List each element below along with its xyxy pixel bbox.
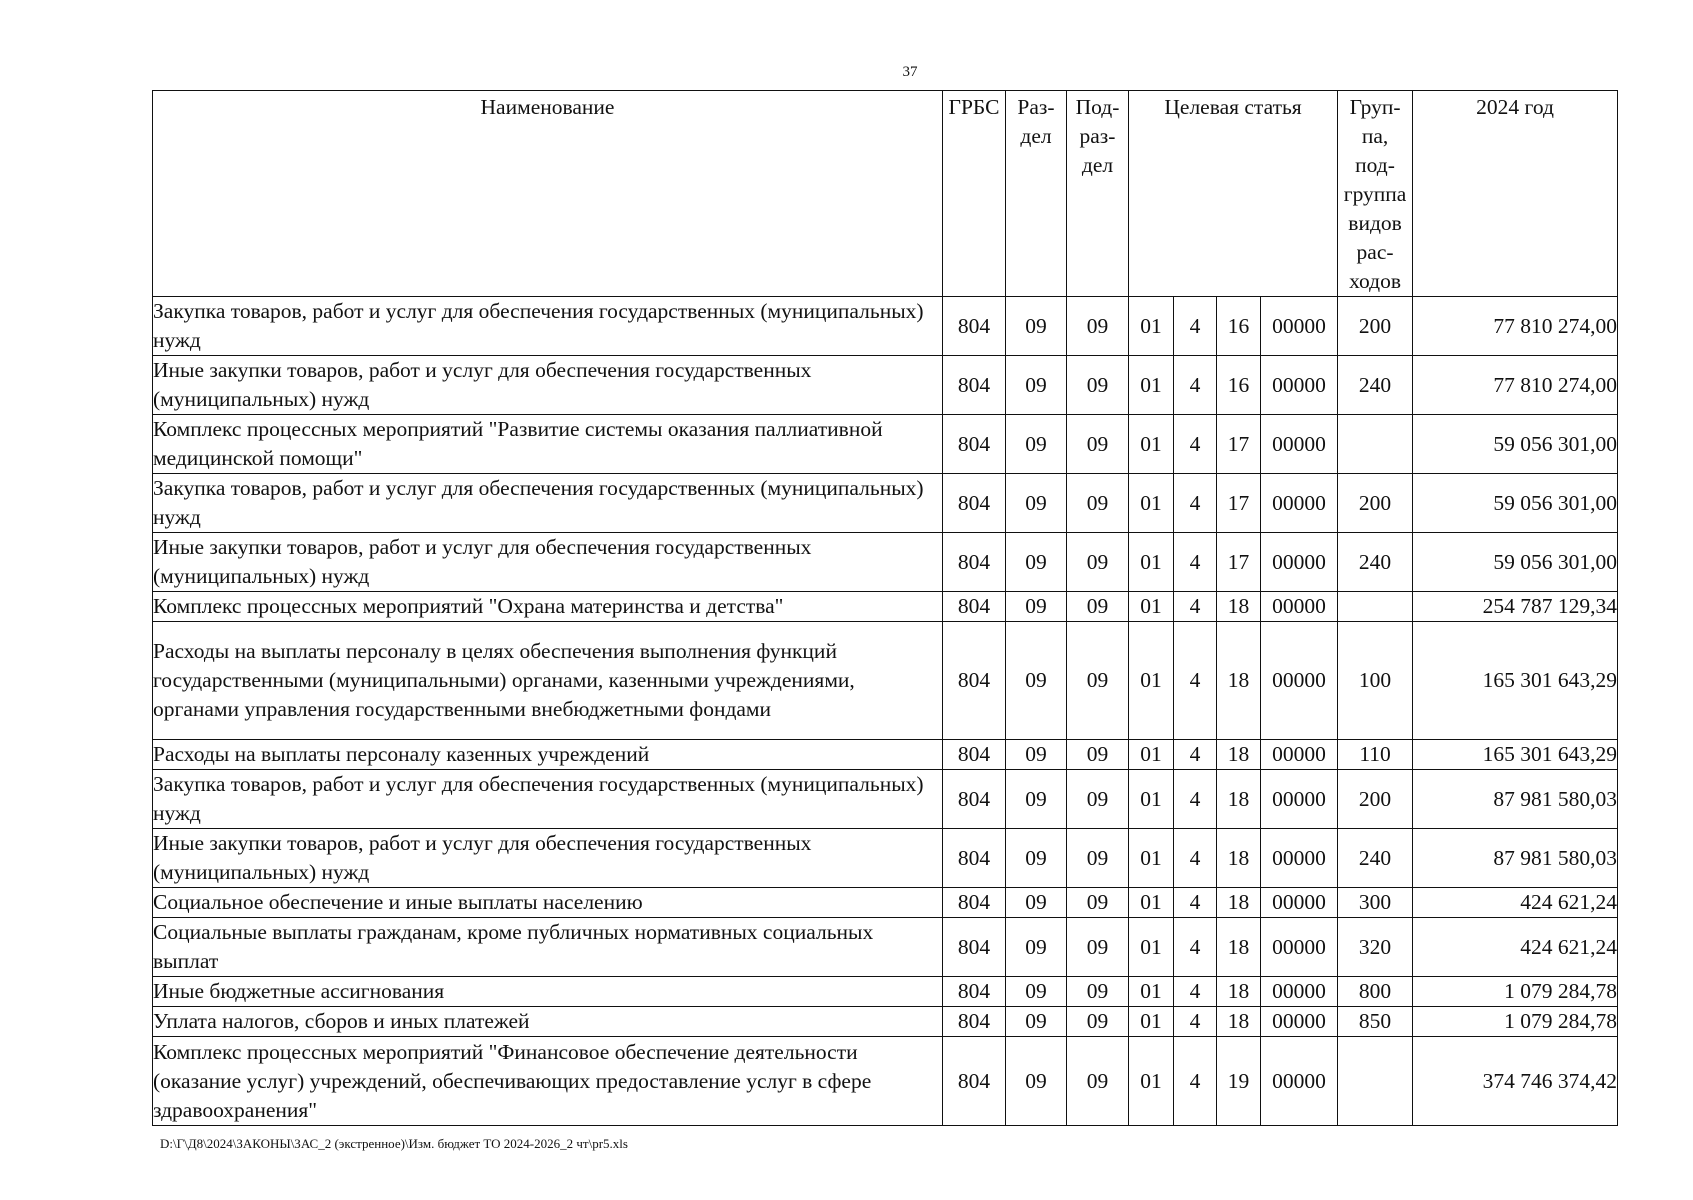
row-target-type: 4 bbox=[1174, 888, 1217, 918]
row-expense-group: 100 bbox=[1338, 622, 1413, 740]
table-header bbox=[153, 91, 1618, 297]
row-expense-group: 800 bbox=[1338, 977, 1413, 1007]
row-target-program: 01 bbox=[1129, 533, 1174, 592]
row-razdel: 09 bbox=[1006, 770, 1067, 829]
row-target-type: 4 bbox=[1174, 829, 1217, 888]
row-name: Закупка товаров, работ и услуг для обеспечения государственных (муниципальных) нужд bbox=[153, 297, 943, 356]
row-target-type: 4 bbox=[1174, 740, 1217, 770]
row-target-program: 01 bbox=[1129, 1037, 1174, 1126]
table-row bbox=[153, 474, 1618, 533]
row-razdel: 09 bbox=[1006, 977, 1067, 1007]
row-target-direction: 00000 bbox=[1261, 474, 1338, 533]
row-expense-group: 200 bbox=[1338, 297, 1413, 356]
row-podrazdel: 09 bbox=[1067, 1007, 1129, 1037]
row-target-type: 4 bbox=[1174, 918, 1217, 977]
table-row bbox=[153, 356, 1618, 415]
row-grbs: 804 bbox=[943, 740, 1006, 770]
row-amount: 374 746 374,42 bbox=[1413, 1037, 1618, 1126]
row-target-program: 01 bbox=[1129, 770, 1174, 829]
row-target-complex: 16 bbox=[1217, 356, 1261, 415]
row-amount: 87 981 580,03 bbox=[1413, 829, 1618, 888]
row-target-type: 4 bbox=[1174, 1037, 1217, 1126]
row-podrazdel: 09 bbox=[1067, 1037, 1129, 1126]
header-group-line: под- bbox=[1355, 153, 1395, 177]
row-grbs: 804 bbox=[943, 533, 1006, 592]
row-target-direction: 00000 bbox=[1261, 297, 1338, 356]
row-target-direction: 00000 bbox=[1261, 415, 1338, 474]
row-amount: 1 079 284,78 bbox=[1413, 977, 1618, 1007]
row-grbs: 804 bbox=[943, 474, 1006, 533]
row-razdel: 09 bbox=[1006, 297, 1067, 356]
row-razdel: 09 bbox=[1006, 740, 1067, 770]
row-target-complex: 16 bbox=[1217, 297, 1261, 356]
row-expense-group bbox=[1338, 415, 1413, 474]
row-target-complex: 18 bbox=[1217, 770, 1261, 829]
row-razdel: 09 bbox=[1006, 356, 1067, 415]
row-grbs: 804 bbox=[943, 888, 1006, 918]
row-target-direction: 00000 bbox=[1261, 977, 1338, 1007]
row-razdel: 09 bbox=[1006, 474, 1067, 533]
row-name: Комплекс процессных мероприятий "Охрана материнства и детства" bbox=[153, 592, 943, 622]
row-name: Социальные выплаты гражданам, кроме публичных нормативных социальных выплат bbox=[153, 918, 943, 977]
header-group-line: ходов bbox=[1349, 269, 1401, 293]
row-podrazdel: 09 bbox=[1067, 740, 1129, 770]
row-target-program: 01 bbox=[1129, 356, 1174, 415]
row-expense-group: 850 bbox=[1338, 1007, 1413, 1037]
row-amount: 1 079 284,78 bbox=[1413, 1007, 1618, 1037]
row-razdel: 09 bbox=[1006, 1007, 1067, 1037]
row-expense-group: 240 bbox=[1338, 829, 1413, 888]
file-path-footer: D:\Г\Д8\2024\ЗАКОНЫ\ЗАС_2 (экстренное)\Изм. бюджет ТО 2024-2026_2 чт\pr5.xls bbox=[160, 1136, 628, 1151]
table-row bbox=[153, 297, 1618, 356]
row-target-program: 01 bbox=[1129, 622, 1174, 740]
row-target-direction: 00000 bbox=[1261, 888, 1338, 918]
header-group-line: группа bbox=[1343, 182, 1407, 206]
row-grbs: 804 bbox=[943, 918, 1006, 977]
row-grbs: 804 bbox=[943, 592, 1006, 622]
row-target-complex: 18 bbox=[1217, 622, 1261, 740]
row-target-complex: 18 bbox=[1217, 918, 1261, 977]
row-target-direction: 00000 bbox=[1261, 918, 1338, 977]
row-amount: 59 056 301,00 bbox=[1413, 415, 1618, 474]
row-amount: 59 056 301,00 bbox=[1413, 533, 1618, 592]
row-razdel: 09 bbox=[1006, 1037, 1067, 1126]
row-expense-group: 200 bbox=[1338, 474, 1413, 533]
header-razdel-line: дел bbox=[1020, 124, 1052, 148]
header-razdel-line: Раз- bbox=[1017, 95, 1055, 119]
row-expense-group: 110 bbox=[1338, 740, 1413, 770]
row-target-program: 01 bbox=[1129, 592, 1174, 622]
table-row bbox=[153, 770, 1618, 829]
row-amount: 254 787 129,34 bbox=[1413, 592, 1618, 622]
row-target-complex: 18 bbox=[1217, 888, 1261, 918]
row-target-program: 01 bbox=[1129, 474, 1174, 533]
row-grbs: 804 bbox=[943, 297, 1006, 356]
row-amount: 87 981 580,03 bbox=[1413, 770, 1618, 829]
table-row bbox=[153, 415, 1618, 474]
budget-table bbox=[152, 90, 1618, 1126]
row-podrazdel: 09 bbox=[1067, 415, 1129, 474]
row-podrazdel: 09 bbox=[1067, 297, 1129, 356]
row-grbs: 804 bbox=[943, 1037, 1006, 1126]
header-group-line: Груп- bbox=[1349, 95, 1401, 119]
row-target-complex: 18 bbox=[1217, 592, 1261, 622]
row-grbs: 804 bbox=[943, 415, 1006, 474]
row-name: Иные закупки товаров, работ и услуг для обеспечения государственных (муниципальных) нужд bbox=[153, 533, 943, 592]
row-name: Социальное обеспечение и иные выплаты населению bbox=[153, 888, 943, 918]
row-razdel: 09 bbox=[1006, 918, 1067, 977]
row-target-program: 01 bbox=[1129, 415, 1174, 474]
row-amount: 424 621,24 bbox=[1413, 888, 1618, 918]
row-name: Закупка товаров, работ и услуг для обеспечения государственных (муниципальных) нужд bbox=[153, 474, 943, 533]
row-name: Расходы на выплаты персоналу казенных учреждений bbox=[153, 740, 943, 770]
row-razdel: 09 bbox=[1006, 415, 1067, 474]
row-target-type: 4 bbox=[1174, 533, 1217, 592]
row-target-type: 4 bbox=[1174, 474, 1217, 533]
row-expense-group: 240 bbox=[1338, 533, 1413, 592]
row-target-type: 4 bbox=[1174, 770, 1217, 829]
row-expense-group: 320 bbox=[1338, 918, 1413, 977]
row-grbs: 804 bbox=[943, 829, 1006, 888]
row-target-complex: 17 bbox=[1217, 533, 1261, 592]
row-target-type: 4 bbox=[1174, 356, 1217, 415]
row-target-type: 4 bbox=[1174, 1007, 1217, 1037]
row-target-complex: 18 bbox=[1217, 829, 1261, 888]
header-group-line: рас- bbox=[1356, 240, 1394, 264]
row-target-complex: 18 bbox=[1217, 1007, 1261, 1037]
row-razdel: 09 bbox=[1006, 533, 1067, 592]
row-target-direction: 00000 bbox=[1261, 740, 1338, 770]
row-target-program: 01 bbox=[1129, 888, 1174, 918]
row-target-type: 4 bbox=[1174, 622, 1217, 740]
row-target-direction: 00000 bbox=[1261, 356, 1338, 415]
row-razdel: 09 bbox=[1006, 592, 1067, 622]
row-grbs: 804 bbox=[943, 356, 1006, 415]
row-name: Иные закупки товаров, работ и услуг для обеспечения государственных (муниципальных) нужд bbox=[153, 829, 943, 888]
row-grbs: 804 bbox=[943, 1007, 1006, 1037]
row-podrazdel: 09 bbox=[1067, 918, 1129, 977]
row-expense-group: 200 bbox=[1338, 770, 1413, 829]
header-group-line: видов bbox=[1348, 211, 1402, 235]
table-row bbox=[153, 829, 1618, 888]
header-name: Наименование bbox=[153, 91, 943, 297]
row-target-direction: 00000 bbox=[1261, 1037, 1338, 1126]
row-podrazdel: 09 bbox=[1067, 533, 1129, 592]
page-number: 37 bbox=[902, 64, 918, 80]
header-podrazdel-line: раз- bbox=[1079, 124, 1116, 148]
row-razdel: 09 bbox=[1006, 888, 1067, 918]
row-expense-group: 240 bbox=[1338, 356, 1413, 415]
row-target-direction: 00000 bbox=[1261, 1007, 1338, 1037]
row-target-type: 4 bbox=[1174, 592, 1217, 622]
row-target-program: 01 bbox=[1129, 829, 1174, 888]
row-target-direction: 00000 bbox=[1261, 770, 1338, 829]
row-target-direction: 00000 bbox=[1261, 829, 1338, 888]
row-expense-group: 300 bbox=[1338, 888, 1413, 918]
row-target-type: 4 bbox=[1174, 297, 1217, 356]
row-podrazdel: 09 bbox=[1067, 977, 1129, 1007]
row-name: Комплекс процессных мероприятий "Развитие системы оказания паллиативной медицинской помощи" bbox=[153, 415, 943, 474]
row-amount: 165 301 643,29 bbox=[1413, 740, 1618, 770]
row-target-direction: 00000 bbox=[1261, 533, 1338, 592]
row-target-program: 01 bbox=[1129, 297, 1174, 356]
header-podrazdel-line: Под- bbox=[1075, 95, 1120, 119]
row-target-complex: 17 bbox=[1217, 474, 1261, 533]
row-amount: 165 301 643,29 bbox=[1413, 622, 1618, 740]
row-name: Иные бюджетные ассигнования bbox=[153, 977, 943, 1007]
row-target-type: 4 bbox=[1174, 977, 1217, 1007]
row-target-complex: 18 bbox=[1217, 740, 1261, 770]
row-podrazdel: 09 bbox=[1067, 622, 1129, 740]
table-row bbox=[153, 1007, 1618, 1037]
row-grbs: 804 bbox=[943, 622, 1006, 740]
header-year: 2024 год bbox=[1413, 91, 1618, 297]
header-grbs: ГРБС bbox=[943, 91, 1006, 297]
row-amount: 59 056 301,00 bbox=[1413, 474, 1618, 533]
row-podrazdel: 09 bbox=[1067, 770, 1129, 829]
table-row bbox=[153, 622, 1618, 740]
row-target-complex: 17 bbox=[1217, 415, 1261, 474]
row-target-type: 4 bbox=[1174, 415, 1217, 474]
header-group bbox=[1338, 91, 1413, 297]
row-razdel: 09 bbox=[1006, 622, 1067, 740]
header-razdel bbox=[1006, 91, 1067, 297]
table-row bbox=[153, 977, 1618, 1007]
table-row bbox=[153, 533, 1618, 592]
row-amount: 77 810 274,00 bbox=[1413, 297, 1618, 356]
table-row bbox=[153, 1037, 1618, 1126]
row-grbs: 804 bbox=[943, 770, 1006, 829]
header-podrazdel bbox=[1067, 91, 1129, 297]
row-target-direction: 00000 bbox=[1261, 592, 1338, 622]
row-target-program: 01 bbox=[1129, 1007, 1174, 1037]
row-podrazdel: 09 bbox=[1067, 888, 1129, 918]
row-razdel: 09 bbox=[1006, 829, 1067, 888]
row-podrazdel: 09 bbox=[1067, 474, 1129, 533]
row-target-program: 01 bbox=[1129, 740, 1174, 770]
table-row bbox=[153, 888, 1618, 918]
row-podrazdel: 09 bbox=[1067, 829, 1129, 888]
row-target-complex: 19 bbox=[1217, 1037, 1261, 1126]
row-podrazdel: 09 bbox=[1067, 592, 1129, 622]
row-amount: 424 621,24 bbox=[1413, 918, 1618, 977]
row-expense-group bbox=[1338, 1037, 1413, 1126]
header-podrazdel-line: дел bbox=[1081, 153, 1114, 177]
row-amount: 77 810 274,00 bbox=[1413, 356, 1618, 415]
row-name: Комплекс процессных мероприятий "Финансовое обеспечение деятельности (оказание услуг) учреждений, обеспечивающих предоставление услуг в сфере здравоохранения" bbox=[153, 1037, 943, 1126]
row-expense-group bbox=[1338, 592, 1413, 622]
table-row bbox=[153, 918, 1618, 977]
row-name: Уплата налогов, сборов и иных платежей bbox=[153, 1007, 943, 1037]
table-row bbox=[153, 592, 1618, 622]
row-target-program: 01 bbox=[1129, 977, 1174, 1007]
row-name: Иные закупки товаров, работ и услуг для обеспечения государственных (муниципальных) нужд bbox=[153, 356, 943, 415]
row-target-direction: 00000 bbox=[1261, 622, 1338, 740]
row-name: Расходы на выплаты персоналу в целях обеспечения выполнения функций государственными (муниципальными) органами, казенными учреждениями, органами управления государственными внебюджетными фондами bbox=[153, 622, 943, 740]
table-row bbox=[153, 740, 1618, 770]
table-body bbox=[153, 297, 1618, 1126]
row-target-complex: 18 bbox=[1217, 977, 1261, 1007]
row-target-program: 01 bbox=[1129, 918, 1174, 977]
header-target: Целевая статья bbox=[1129, 91, 1338, 297]
row-podrazdel: 09 bbox=[1067, 356, 1129, 415]
header-group-line: па, bbox=[1361, 124, 1389, 148]
row-grbs: 804 bbox=[943, 977, 1006, 1007]
row-name: Закупка товаров, работ и услуг для обеспечения государственных (муниципальных) нужд bbox=[153, 770, 943, 829]
